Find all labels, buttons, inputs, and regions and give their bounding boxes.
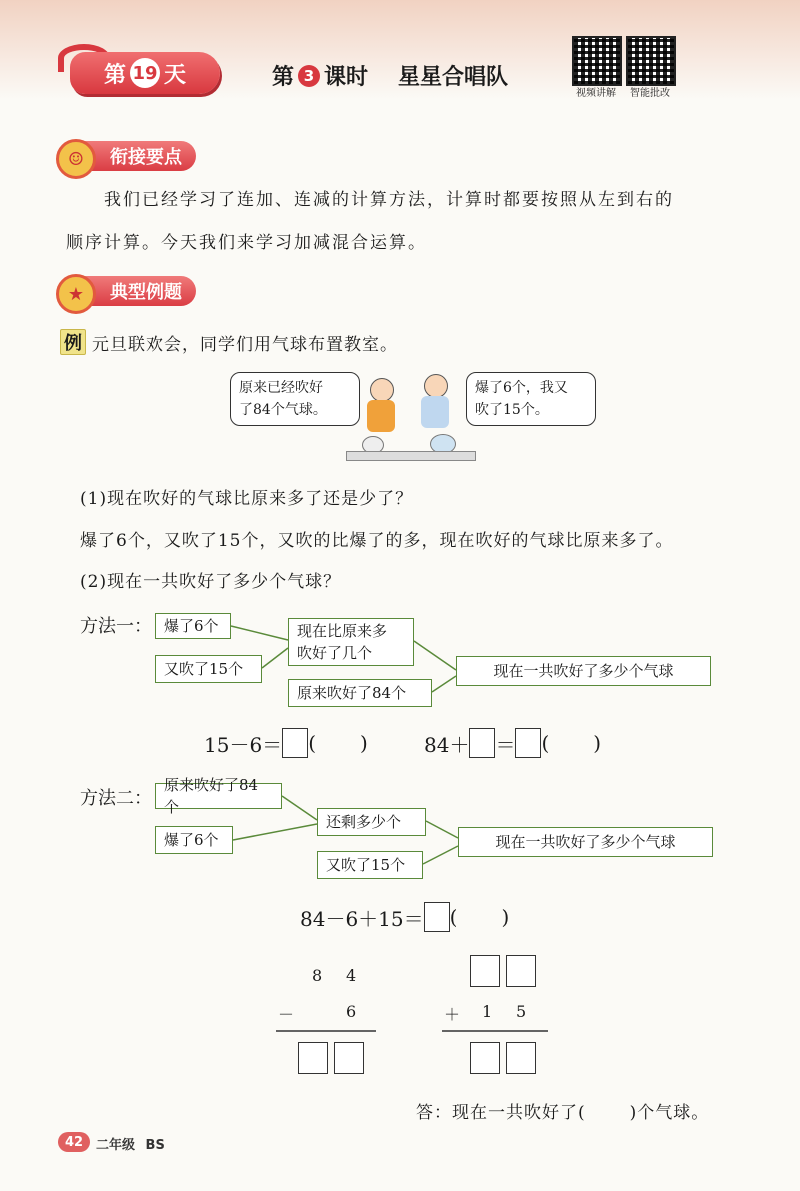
answer-line xyxy=(416,1098,709,1123)
footer-grade-text: 二年级 xyxy=(96,1138,136,1153)
m2-formula xyxy=(300,902,509,932)
digit-box[interactable] xyxy=(506,955,536,987)
m1-box-blown: 又吹了15个 xyxy=(155,655,262,683)
section-label-example-text: 典型例题 xyxy=(110,282,182,303)
m2-box-blown: 又吹了15个 xyxy=(317,851,423,879)
answer-box[interactable] xyxy=(469,728,495,758)
m1-box-burst: 爆了6个 xyxy=(155,613,231,639)
m1-formula-a-open: ( xyxy=(308,731,316,755)
m2-box-total: 现在一共吹好了多少个气球 xyxy=(458,827,713,857)
clown-face-icon: ☺ xyxy=(56,139,96,179)
m1-formula-a-expr: 15－6＝ xyxy=(204,732,283,757)
footer-grade xyxy=(96,1134,165,1153)
vcalc-right-second-tens: 1 xyxy=(482,1002,493,1021)
lesson-prefix: 第 xyxy=(272,65,295,90)
m1-formula-a-close: ) xyxy=(360,731,368,755)
lesson-number: 3 xyxy=(298,65,320,87)
digit-box[interactable] xyxy=(470,1042,500,1074)
method-1-label: 方法一： xyxy=(80,616,152,637)
bridge-line-2: 顺序计算。今天我们来学习加减混合运算。 xyxy=(66,233,427,253)
day-number: 19 xyxy=(130,58,160,88)
m2-formula-expr: 84－6＋15＝ xyxy=(300,906,424,931)
m2-box-left: 还剩多少个 xyxy=(317,808,426,836)
question-2-prompt: (2)现在一共吹好了多少个气球？ xyxy=(80,572,342,592)
lesson-name: 星星合唱队 xyxy=(398,65,509,90)
m1-formula-b-eq: ＝ xyxy=(495,732,516,757)
vcalc-right-second-ones: 5 xyxy=(516,1002,527,1021)
m1-box-total: 现在一共吹好了多少个气球 xyxy=(456,656,711,686)
m1-box-more-line-2: 吹好了几个 xyxy=(297,644,373,662)
example-badge: 例 xyxy=(60,329,86,355)
example-intro: 元旦联欢会，同学们用气球布置教室。 xyxy=(92,335,398,355)
m1-formula-a xyxy=(204,728,368,758)
answer-box[interactable] xyxy=(515,728,541,758)
bubble-girl-line-2: 吹了15个。 xyxy=(475,402,549,418)
answer-box[interactable] xyxy=(424,902,450,932)
bubble-boy-line-1: 原来已经吹好 xyxy=(239,380,323,396)
vcalc-right-operator: ＋ xyxy=(444,1005,461,1024)
answer-suffix: )个气球。 xyxy=(629,1103,710,1123)
answer-blank[interactable] xyxy=(586,1098,630,1123)
m1-box-more-line-1: 现在比原来多 xyxy=(297,622,388,640)
answer-prefix: 答：现在一共吹好了( xyxy=(416,1103,586,1123)
bubble-boy-line-2: 了84个气球。 xyxy=(239,402,327,418)
lesson-suffix: 课时 xyxy=(324,65,369,90)
answer-box[interactable] xyxy=(282,728,308,758)
m1-formula-b xyxy=(424,728,601,758)
question-1-answer: 爆了6个，又吹了15个，又吹的比爆了的多，现在吹好的气球比原来多了。 xyxy=(80,531,674,551)
m1-box-more xyxy=(288,618,414,666)
m2-formula-open: ( xyxy=(449,905,458,929)
digit-box[interactable] xyxy=(298,1042,328,1074)
m2-box-original: 原来吹好了84个 xyxy=(155,783,282,809)
day-suffix: 天 xyxy=(164,62,187,88)
vcalc-left-top-tens: 8 xyxy=(312,966,323,985)
digit-box[interactable] xyxy=(470,955,500,987)
vcalc-left-operator: － xyxy=(278,1005,295,1024)
section-label-bridge-text: 衔接要点 xyxy=(110,147,182,168)
day-prefix: 第 xyxy=(103,62,126,88)
digit-box[interactable] xyxy=(506,1042,536,1074)
m2-formula-close: ) xyxy=(501,905,510,929)
vcalc-left-second: 6 xyxy=(346,1002,357,1021)
footer-edition: BS xyxy=(145,1138,165,1153)
bridge-line-1: 我们已经学习了连加、连减的计算方法，计算时都要按照从左到右的 xyxy=(104,190,674,210)
qr-caption-video: 视频讲解 xyxy=(576,88,616,99)
m1-formula-b-close: ) xyxy=(593,731,602,755)
m1-formula-b-expr: 84＋ xyxy=(424,732,470,757)
method-2-label: 方法二： xyxy=(80,788,152,809)
book-badge-icon: ★ xyxy=(56,274,96,314)
question-1-prompt: (1)现在吹好的气球比原来多了还是少了？ xyxy=(80,489,414,509)
m1-formula-b-open: ( xyxy=(541,731,550,755)
m1-box-original: 原来吹好了84个 xyxy=(288,679,432,707)
vcalc-left-top-ones: 4 xyxy=(346,966,357,985)
qr-caption-grading: 智能批改 xyxy=(630,88,670,99)
m2-box-burst: 爆了6个 xyxy=(155,826,233,854)
page-number: 42 xyxy=(58,1132,90,1152)
digit-box[interactable] xyxy=(334,1042,364,1074)
bubble-girl-line-1: 爆了6个，我又 xyxy=(475,380,568,396)
